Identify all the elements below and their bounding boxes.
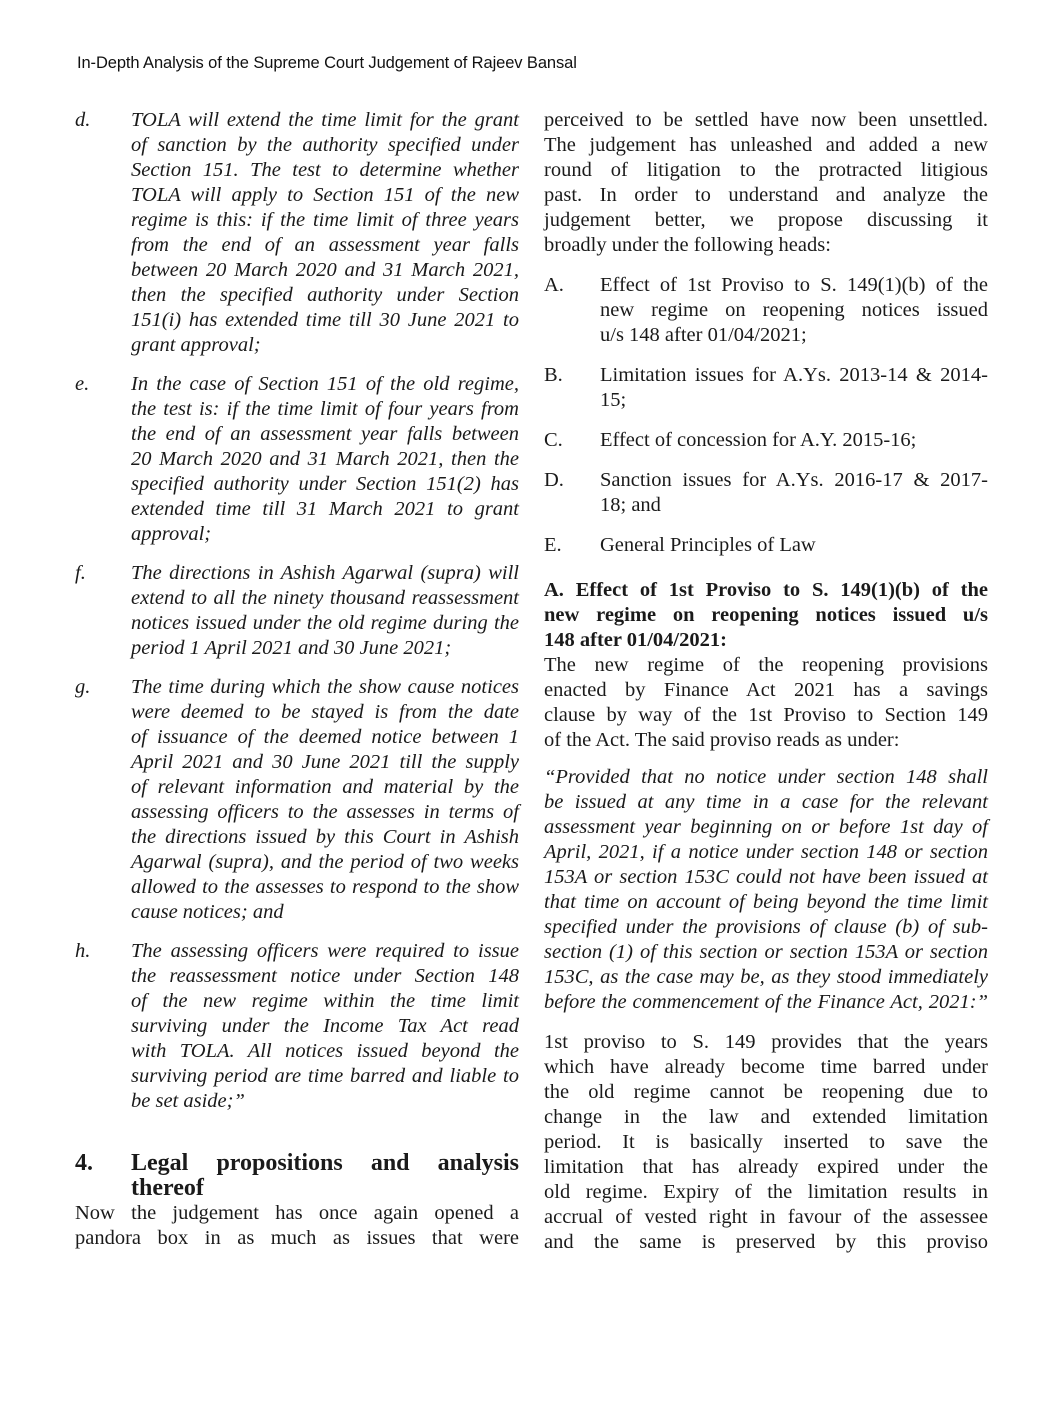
head-marker: A. xyxy=(544,274,564,296)
text-line: the reassessment notice under Section 148 xyxy=(131,965,519,987)
text-line: regime is this: if the time limit of three years xyxy=(131,209,519,231)
right-column xyxy=(544,108,988,1255)
head-marker: C. xyxy=(544,429,563,451)
text-line: were deemed to be stayed is from the date xyxy=(131,701,519,723)
quote-line: specified under the provisions of clause (b) of sub- xyxy=(544,916,988,938)
text-line: specified authority under Section 151(2) has xyxy=(131,473,519,495)
heading-line: new regime on reopening notices issued u/s xyxy=(544,604,988,626)
proviso-quote xyxy=(544,765,988,1015)
intro-paragraph-continued xyxy=(544,108,988,258)
text-line: allowed to the assesses to respond to the show xyxy=(131,876,519,898)
running-header: In-Depth Analysis of the Supreme Court Judgement of Rajeev Bansal xyxy=(77,54,577,72)
head-item-b xyxy=(544,363,988,413)
text-line: 20 March 2020 and 31 March 2021, then the xyxy=(131,448,519,470)
quoted-point-e xyxy=(75,372,519,547)
point-marker: e. xyxy=(75,373,90,395)
text-line: TOLA will apply to Section 151 of the new xyxy=(131,184,519,206)
text-line: 1st proviso to S. 149 provides that the years xyxy=(544,1031,988,1053)
text-line: approval; xyxy=(131,523,212,545)
text-line: old regime. Expiry of the limitation results in xyxy=(544,1181,988,1203)
text-line: the old regime cannot be reopening due to xyxy=(544,1081,988,1103)
text-line: The time during which the show cause notices xyxy=(131,676,519,698)
text-line: cause notices; and xyxy=(131,901,284,923)
text-line: Limitation issues for A.Ys. 2013-14 & 2014- xyxy=(600,364,988,386)
quoted-point-g xyxy=(75,675,519,925)
text-line: The assessing officers were required to issue xyxy=(131,940,519,962)
head-marker: B. xyxy=(544,364,563,386)
heading-line: 148 after 01/04/2021: xyxy=(544,629,727,651)
text-line: surviving under the Income Tax Act read xyxy=(131,1015,519,1037)
text-line: of the new regime within the time limit xyxy=(131,990,519,1012)
text-line: assessing officers to the assesses in terms of xyxy=(131,801,519,823)
text-line: the test is: if the time limit of four years from xyxy=(131,398,519,420)
text-line: and the same is preserved by this proviso xyxy=(544,1231,988,1253)
text-line: of the Act. The said proviso reads as under: xyxy=(544,729,900,751)
text-line: Effect of concession for A.Y. 2015-16; xyxy=(600,429,917,451)
text-line: The judgement has unleashed and added a new xyxy=(544,134,988,156)
left-column xyxy=(75,108,519,1251)
text-line: 18; and xyxy=(600,494,661,516)
text-line: broadly under the following heads: xyxy=(544,234,831,256)
point-marker: f. xyxy=(75,562,86,584)
text-line: judgement better, we propose discussing it xyxy=(544,209,988,231)
text-line: the directions issued by this Court in Ashish xyxy=(131,826,519,848)
quote-line: be issued at any time in a case for the relevant xyxy=(544,791,988,813)
text-line: The new regime of the reopening provisions xyxy=(544,654,988,676)
text-line: grant approval; xyxy=(131,334,261,356)
text-line: then the specified authority under Section xyxy=(131,284,519,306)
text-line: new regime on reopening notices issued xyxy=(600,299,988,321)
heading-line: Legal propositions and analysis xyxy=(131,1150,519,1176)
text-line: extend to all the ninety thousand reassessment xyxy=(131,587,519,609)
text-line: period. It is basically inserted to save the xyxy=(544,1131,988,1153)
text-line: TOLA will extend the time limit for the grant xyxy=(131,109,519,131)
text-line: surviving period are time barred and liable to xyxy=(131,1065,519,1087)
point-marker: h. xyxy=(75,940,91,962)
text-line: u/s 148 after 01/04/2021; xyxy=(600,324,807,346)
text-line: General Principles of Law xyxy=(600,534,816,556)
text-line: past. In order to understand and analyze the xyxy=(544,184,988,206)
quote-line: April, 2021, if a notice under section 148 or section xyxy=(544,841,988,863)
text-line: with TOLA. All notices issued beyond the xyxy=(131,1040,519,1062)
subsection-a-heading xyxy=(544,578,988,653)
proviso-analysis-paragraph xyxy=(544,1030,988,1255)
quote-line: before the commencement of the Finance Act, 2021:” xyxy=(544,991,988,1013)
quoted-point-f xyxy=(75,561,519,661)
quote-line: assessment year beginning on or before 1st day of xyxy=(544,816,988,838)
text-line: from the end of an assessment year falls xyxy=(131,234,519,256)
head-marker: D. xyxy=(544,469,564,491)
text-line: enacted by Finance Act 2021 has a savings xyxy=(544,679,988,701)
heading-line: A. Effect of 1st Proviso to S. 149(1)(b) of the xyxy=(544,579,988,601)
quote-line: section (1) of this section or section 153A or section xyxy=(544,941,988,963)
quote-line: 153C, as the case may be, as they stood immediately xyxy=(544,966,988,988)
point-marker: d. xyxy=(75,109,91,131)
text-line: 15; xyxy=(600,389,627,411)
text-line: of sanction by the authority specified under xyxy=(131,134,519,156)
quoted-point-d xyxy=(75,108,519,358)
text-line: Effect of 1st Proviso to S. 149(1)(b) of the xyxy=(600,274,988,296)
head-item-c xyxy=(544,428,988,453)
text-line: 151(i) has extended time till 30 June 2021 to xyxy=(131,309,519,331)
text-line: be set aside;” xyxy=(131,1090,245,1112)
text-line: which have already become time barred under xyxy=(544,1056,988,1078)
text-line: Sanction issues for A.Ys. 2016-17 & 2017- xyxy=(600,469,988,491)
text-line: Now the judgement has once again opened a xyxy=(75,1202,519,1224)
head-item-a xyxy=(544,273,988,348)
section-number: 4. xyxy=(75,1150,93,1176)
text-line: round of litigation to the protracted litigious xyxy=(544,159,988,181)
text-line: Agarwal (supra), and the period of two weeks xyxy=(131,851,519,873)
text-line: period 1 April 2021 and 30 June 2021; xyxy=(131,637,452,659)
text-line: clause by way of the 1st Proviso to Section 149 xyxy=(544,704,988,726)
text-line: pandora box in as much as issues that were xyxy=(75,1227,519,1249)
text-line: In the case of Section 151 of the old regime, xyxy=(131,373,519,395)
quote-line: 153A or section 153C could not have been issued at xyxy=(544,866,988,888)
text-line: perceived to be settled have now been unsettled. xyxy=(544,109,988,131)
subsection-a-paragraph xyxy=(544,653,988,753)
head-marker: E. xyxy=(544,534,562,556)
text-line: of issuance of the deemed notice between 1 xyxy=(131,726,519,748)
text-line: between 20 March 2020 and 31 March 2021, xyxy=(131,259,519,281)
text-line: of relevant information and material by the xyxy=(131,776,519,798)
intro-paragraph xyxy=(75,1201,519,1251)
text-line: extended time till 31 March 2021 to grant xyxy=(131,498,519,520)
text-line: notices issued under the old regime during the xyxy=(131,612,519,634)
heading-line: thereof xyxy=(131,1175,204,1201)
text-line: The directions in Ashish Agarwal (supra) will xyxy=(131,562,519,584)
text-line: Section 151. The test to determine whether xyxy=(131,159,519,181)
head-item-d xyxy=(544,468,988,518)
head-item-e xyxy=(544,533,988,558)
point-marker: g. xyxy=(75,676,91,698)
section-heading-4 xyxy=(75,1151,519,1201)
text-line: change in the law and extended limitation xyxy=(544,1106,988,1128)
quote-line: “Provided that no notice under section 148 shall xyxy=(544,766,988,788)
text-line: accrual of vested right in favour of the assessee xyxy=(544,1206,988,1228)
text-line: the end of an assessment year falls between xyxy=(131,423,519,445)
text-line: April 2021 and 30 June 2021 till the supply xyxy=(131,751,519,773)
text-line: limitation that has already expired under the xyxy=(544,1156,988,1178)
quoted-point-h xyxy=(75,939,519,1114)
quote-line: that time on account of being beyond the time limit xyxy=(544,891,988,913)
